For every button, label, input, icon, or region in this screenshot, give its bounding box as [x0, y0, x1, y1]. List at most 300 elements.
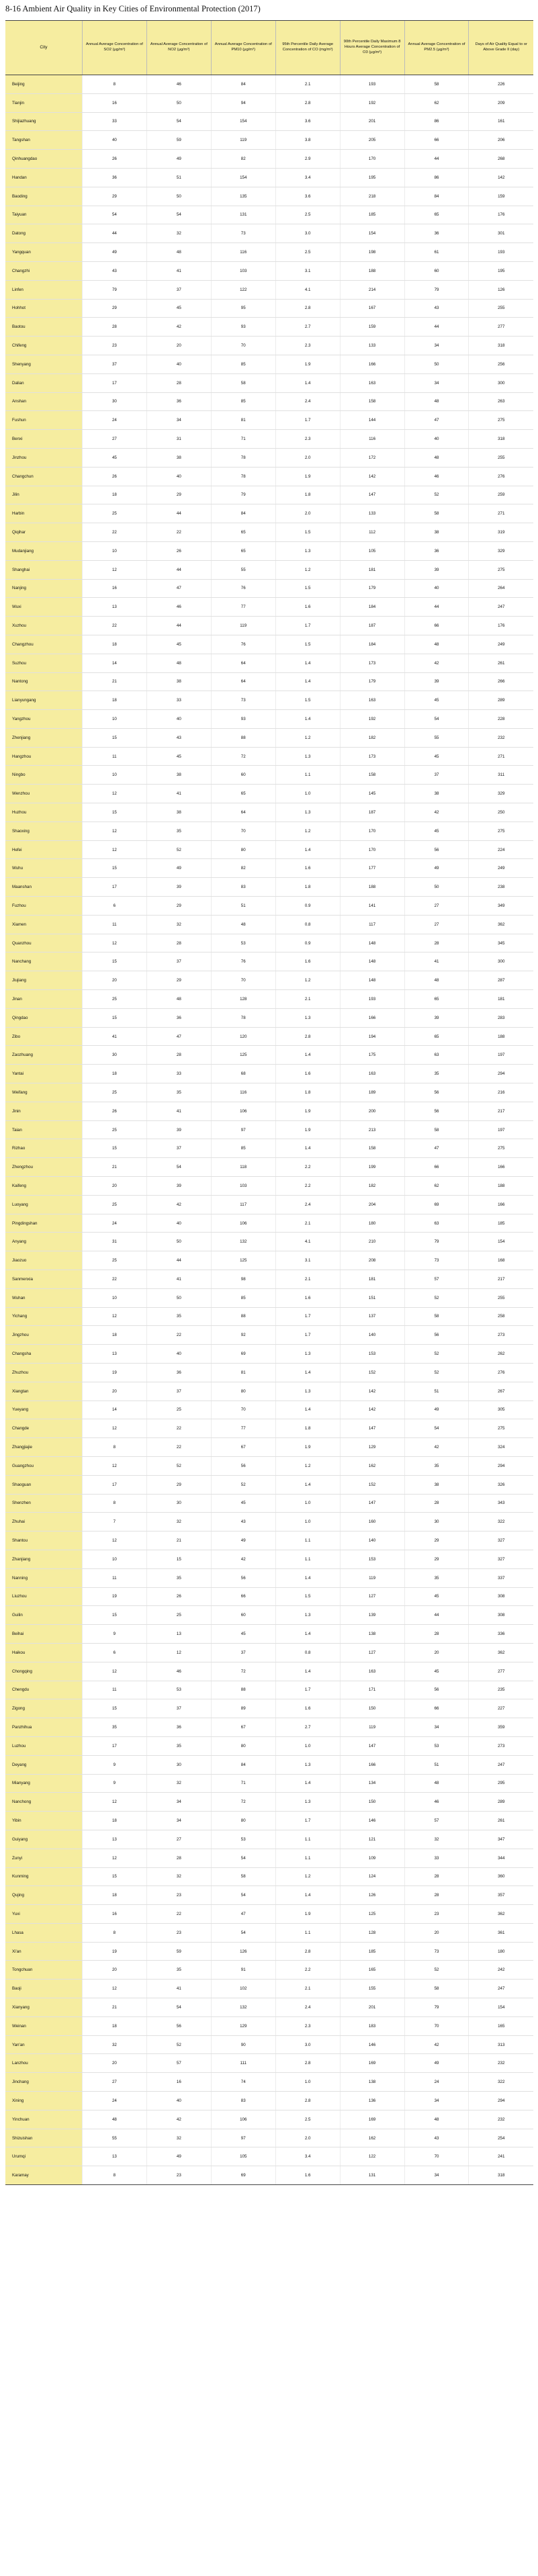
good-days-cell: 250: [469, 803, 533, 822]
so2-cell: 49: [82, 243, 146, 262]
table-row: [5, 859, 533, 878]
pm10-cell: 70: [211, 971, 275, 990]
city-cell: Anshan: [5, 392, 82, 411]
table-row: [5, 1419, 533, 1438]
co-cell: 1.3: [275, 1008, 340, 1027]
good-days-cell: 227: [469, 1699, 533, 1718]
pm10-cell: 48: [211, 915, 275, 934]
co-cell: 2.0: [275, 448, 340, 467]
good-days-cell: 294: [469, 2092, 533, 2111]
pm25-cell: 24: [404, 2073, 469, 2092]
o3-cell: 131: [340, 2166, 404, 2185]
pm25-cell: 49: [404, 1401, 469, 1419]
good-days-cell: 188: [469, 1027, 533, 1046]
no2-cell: 44: [146, 1251, 211, 1270]
pm25-cell: 53: [404, 1736, 469, 1755]
no2-cell: 40: [146, 1214, 211, 1233]
co-cell: 2.8: [275, 1027, 340, 1046]
co-cell: 2.3: [275, 2016, 340, 2035]
city-cell: Fushun: [5, 411, 82, 430]
pm25-cell: 48: [404, 2110, 469, 2129]
pm10-cell: 97: [211, 2129, 275, 2147]
o3-cell: 162: [340, 1456, 404, 1475]
city-cell: Chengdu: [5, 1681, 82, 1699]
table-row: [5, 93, 533, 112]
table-row: [5, 560, 533, 579]
no2-cell: 33: [146, 1065, 211, 1083]
city-cell: Shaoguan: [5, 1475, 82, 1494]
no2-cell: 23: [146, 1886, 211, 1905]
so2-cell: 8: [82, 75, 146, 94]
pm10-cell: 74: [211, 2073, 275, 2092]
good-days-cell: 232: [469, 2054, 533, 2073]
so2-cell: 25: [82, 1120, 146, 1139]
co-cell: 3.0: [275, 2035, 340, 2054]
pm25-cell: 42: [404, 2035, 469, 2054]
co-cell: 3.4: [275, 168, 340, 187]
good-days-cell: 275: [469, 411, 533, 430]
pm10-cell: 88: [211, 1681, 275, 1699]
table-row: [5, 1980, 533, 1998]
pm25-cell: 63: [404, 1214, 469, 1233]
pm25-cell: 44: [404, 1606, 469, 1625]
column-header-city: City: [5, 21, 82, 75]
no2-cell: 38: [146, 766, 211, 785]
no2-cell: 48: [146, 990, 211, 1009]
so2-cell: 22: [82, 617, 146, 635]
good-days-cell: 357: [469, 1886, 533, 1905]
no2-cell: 49: [146, 859, 211, 878]
table-row: [5, 1550, 533, 1568]
city-cell: Zigong: [5, 1699, 82, 1718]
good-days-cell: 300: [469, 373, 533, 392]
co-cell: 1.6: [275, 859, 340, 878]
table-row: [5, 1214, 533, 1233]
so2-cell: 18: [82, 486, 146, 504]
table-row: [5, 1345, 533, 1364]
no2-cell: 35: [146, 1307, 211, 1326]
table-row: [5, 1288, 533, 1307]
o3-cell: 185: [340, 1942, 404, 1961]
pm10-cell: 58: [211, 373, 275, 392]
pm10-cell: 98: [211, 1270, 275, 1289]
pm25-cell: 45: [404, 1662, 469, 1681]
table-row: [5, 280, 533, 299]
no2-cell: 31: [146, 430, 211, 449]
good-days-cell: 168: [469, 1251, 533, 1270]
table-row: [5, 971, 533, 990]
city-cell: Guiyang: [5, 1830, 82, 1849]
no2-cell: 49: [146, 2147, 211, 2166]
pm10-cell: 78: [211, 1008, 275, 1027]
city-cell: Yinchuan: [5, 2110, 82, 2129]
so2-cell: 8: [82, 1438, 146, 1457]
table-body: [5, 75, 533, 2185]
co-cell: 2.8: [275, 93, 340, 112]
no2-cell: 27: [146, 1830, 211, 1849]
good-days-cell: 254: [469, 2129, 533, 2147]
no2-cell: 46: [146, 1662, 211, 1681]
good-days-cell: 275: [469, 560, 533, 579]
o3-cell: 177: [340, 859, 404, 878]
table-row: [5, 934, 533, 952]
pm10-cell: 117: [211, 1195, 275, 1214]
co-cell: 1.4: [275, 1475, 340, 1494]
no2-cell: 37: [146, 280, 211, 299]
o3-cell: 163: [340, 691, 404, 710]
o3-cell: 175: [340, 1046, 404, 1065]
good-days-cell: 301: [469, 224, 533, 243]
co-cell: 2.4: [275, 1195, 340, 1214]
no2-cell: 59: [146, 1942, 211, 1961]
pm10-cell: 126: [211, 1942, 275, 1961]
pm10-cell: 128: [211, 990, 275, 1009]
table-row: [5, 747, 533, 766]
so2-cell: 36: [82, 168, 146, 187]
no2-cell: 20: [146, 337, 211, 355]
table-row: [5, 654, 533, 672]
pm25-cell: 33: [404, 1849, 469, 1867]
pm10-cell: 125: [211, 1046, 275, 1065]
city-cell: Sanmenxia: [5, 1270, 82, 1289]
table-row: [5, 392, 533, 411]
pm10-cell: 73: [211, 691, 275, 710]
o3-cell: 189: [340, 1083, 404, 1102]
pm25-cell: 36: [404, 224, 469, 243]
pm10-cell: 84: [211, 1755, 275, 1774]
table-row: [5, 2129, 533, 2147]
pm10-cell: 55: [211, 560, 275, 579]
good-days-cell: 264: [469, 579, 533, 598]
good-days-cell: 359: [469, 1718, 533, 1737]
so2-cell: 12: [82, 1849, 146, 1867]
pm25-cell: 34: [404, 373, 469, 392]
so2-cell: 7: [82, 1513, 146, 1531]
pm25-cell: 79: [404, 1233, 469, 1251]
good-days-cell: 216: [469, 1083, 533, 1102]
so2-cell: 9: [82, 1755, 146, 1774]
city-cell: Xuzhou: [5, 617, 82, 635]
city-cell: Yueyang: [5, 1401, 82, 1419]
pm25-cell: 65: [404, 990, 469, 1009]
o3-cell: 136: [340, 2092, 404, 2111]
o3-cell: 179: [340, 579, 404, 598]
pm25-cell: 49: [404, 2054, 469, 2073]
no2-cell: 35: [146, 1736, 211, 1755]
co-cell: 1.4: [275, 1886, 340, 1905]
co-cell: 1.9: [275, 1438, 340, 1457]
no2-cell: 22: [146, 1905, 211, 1924]
good-days-cell: 308: [469, 1606, 533, 1625]
good-days-cell: 193: [469, 243, 533, 262]
table-row: [5, 1681, 533, 1699]
co-cell: 1.2: [275, 1456, 340, 1475]
pm25-cell: 62: [404, 93, 469, 112]
table-row: [5, 1699, 533, 1718]
city-cell: Jinchang: [5, 2073, 82, 2092]
co-cell: 1.4: [275, 1774, 340, 1793]
table-row: [5, 2073, 533, 2092]
co-cell: 2.1: [275, 990, 340, 1009]
good-days-cell: 275: [469, 821, 533, 840]
city-cell: Weifang: [5, 1083, 82, 1102]
pm10-cell: 76: [211, 635, 275, 654]
good-days-cell: 235: [469, 1681, 533, 1699]
pm25-cell: 56: [404, 1681, 469, 1699]
pm25-cell: 70: [404, 2147, 469, 2166]
pm10-cell: 91: [211, 1961, 275, 1980]
city-cell: Changsha: [5, 1345, 82, 1364]
pm10-cell: 97: [211, 1120, 275, 1139]
table-row: [5, 1793, 533, 1812]
city-cell: Wuxi: [5, 598, 82, 617]
good-days-cell: 294: [469, 1065, 533, 1083]
co-cell: 2.8: [275, 1942, 340, 1961]
table-row: [5, 150, 533, 169]
city-cell: Jilin: [5, 486, 82, 504]
table-row: [5, 243, 533, 262]
table-row: [5, 1065, 533, 1083]
pm10-cell: 42: [211, 1550, 275, 1568]
table-row: [5, 1027, 533, 1046]
co-cell: 0.8: [275, 915, 340, 934]
pm10-cell: 72: [211, 1662, 275, 1681]
no2-cell: 21: [146, 1531, 211, 1550]
so2-cell: 30: [82, 1046, 146, 1065]
o3-cell: 218: [340, 187, 404, 206]
no2-cell: 28: [146, 373, 211, 392]
o3-cell: 142: [340, 1382, 404, 1401]
city-cell: Guangzhou: [5, 1456, 82, 1475]
pm25-cell: 34: [404, 337, 469, 355]
pm25-cell: 51: [404, 1755, 469, 1774]
good-days-cell: 154: [469, 1998, 533, 2017]
co-cell: 1.4: [275, 1662, 340, 1681]
no2-cell: 22: [146, 1438, 211, 1457]
pm25-cell: 84: [404, 187, 469, 206]
so2-cell: 12: [82, 1662, 146, 1681]
good-days-cell: 197: [469, 1046, 533, 1065]
no2-cell: 39: [146, 1120, 211, 1139]
pm25-cell: 27: [404, 915, 469, 934]
co-cell: 1.9: [275, 1120, 340, 1139]
so2-cell: 12: [82, 821, 146, 840]
table-row: [5, 1625, 533, 1644]
pm25-cell: 70: [404, 2016, 469, 2035]
city-cell: Lanzhou: [5, 2054, 82, 2073]
pm25-cell: 34: [404, 1718, 469, 1737]
table-row: [5, 785, 533, 803]
co-cell: 1.1: [275, 1830, 340, 1849]
table-row: [5, 1606, 533, 1625]
good-days-cell: 255: [469, 299, 533, 318]
co-cell: 1.8: [275, 1083, 340, 1102]
no2-cell: 43: [146, 728, 211, 747]
o3-cell: 126: [340, 1886, 404, 1905]
table-row: [5, 1270, 533, 1289]
o3-cell: 172: [340, 448, 404, 467]
city-cell: Lhasa: [5, 1923, 82, 1942]
good-days-cell: 197: [469, 1120, 533, 1139]
table-row: [5, 337, 533, 355]
city-cell: Fuzhou: [5, 897, 82, 916]
co-cell: 1.3: [275, 541, 340, 560]
table-row: [5, 1083, 533, 1102]
table-row: [5, 75, 533, 94]
co-cell: 3.8: [275, 131, 340, 150]
so2-cell: 20: [82, 1177, 146, 1196]
no2-cell: 22: [146, 1419, 211, 1438]
pm25-cell: 79: [404, 1998, 469, 2017]
so2-cell: 15: [82, 1867, 146, 1886]
pm10-cell: 84: [211, 504, 275, 523]
o3-cell: 171: [340, 1681, 404, 1699]
good-days-cell: 255: [469, 1288, 533, 1307]
o3-cell: 140: [340, 1531, 404, 1550]
so2-cell: 25: [82, 504, 146, 523]
no2-cell: 36: [146, 1363, 211, 1382]
city-cell: Panzhihua: [5, 1718, 82, 1737]
no2-cell: 23: [146, 2166, 211, 2185]
city-cell: Rizhao: [5, 1139, 82, 1158]
o3-cell: 122: [340, 2147, 404, 2166]
table-row: [5, 2054, 533, 2073]
pm10-cell: 67: [211, 1438, 275, 1457]
so2-cell: 9: [82, 1625, 146, 1644]
pm25-cell: 58: [404, 1307, 469, 1326]
no2-cell: 41: [146, 1102, 211, 1120]
city-cell: Lianyungang: [5, 691, 82, 710]
city-cell: Maanshan: [5, 878, 82, 897]
o3-cell: 147: [340, 486, 404, 504]
good-days-cell: 268: [469, 150, 533, 169]
city-cell: Taian: [5, 1120, 82, 1139]
no2-cell: 35: [146, 821, 211, 840]
pm25-cell: 42: [404, 654, 469, 672]
city-cell: Tangshan: [5, 131, 82, 150]
pm25-cell: 43: [404, 299, 469, 318]
city-cell: Yichang: [5, 1307, 82, 1326]
co-cell: 1.2: [275, 821, 340, 840]
o3-cell: 181: [340, 1270, 404, 1289]
column-header-no2: Annual Average Concentration of NO2 (μg/m³): [146, 21, 211, 75]
good-days-cell: 217: [469, 1270, 533, 1289]
no2-cell: 36: [146, 392, 211, 411]
no2-cell: 28: [146, 934, 211, 952]
pm25-cell: 39: [404, 1008, 469, 1027]
pm10-cell: 68: [211, 1065, 275, 1083]
pm25-cell: 35: [404, 1568, 469, 1587]
co-cell: 1.2: [275, 728, 340, 747]
o3-cell: 184: [340, 598, 404, 617]
city-cell: Xiamen: [5, 915, 82, 934]
good-days-cell: 276: [469, 467, 533, 486]
good-days-cell: 362: [469, 915, 533, 934]
pm10-cell: 47: [211, 1905, 275, 1924]
co-cell: 2.1: [275, 1980, 340, 1998]
co-cell: 1.0: [275, 1736, 340, 1755]
good-days-cell: 188: [469, 1177, 533, 1196]
table-row: [5, 2016, 533, 2035]
pm25-cell: 48: [404, 1774, 469, 1793]
so2-cell: 54: [82, 206, 146, 224]
co-cell: 2.9: [275, 150, 340, 169]
pm10-cell: 105: [211, 2147, 275, 2166]
city-cell: Nanning: [5, 1568, 82, 1587]
so2-cell: 16: [82, 579, 146, 598]
no2-cell: 45: [146, 635, 211, 654]
co-cell: 1.4: [275, 1401, 340, 1419]
o3-cell: 193: [340, 75, 404, 94]
city-cell: Benxi: [5, 430, 82, 449]
so2-cell: 26: [82, 150, 146, 169]
pm25-cell: 73: [404, 1251, 469, 1270]
pm10-cell: 106: [211, 1102, 275, 1120]
good-days-cell: 277: [469, 318, 533, 337]
pm25-cell: 63: [404, 1046, 469, 1065]
city-cell: Zhenjiang: [5, 728, 82, 747]
pm10-cell: 103: [211, 1177, 275, 1196]
no2-cell: 50: [146, 93, 211, 112]
good-days-cell: 261: [469, 1812, 533, 1830]
pm10-cell: 37: [211, 1643, 275, 1662]
table-row: [5, 1120, 533, 1139]
pm25-cell: 54: [404, 1419, 469, 1438]
pm25-cell: 47: [404, 1139, 469, 1158]
pm25-cell: 39: [404, 672, 469, 691]
o3-cell: 138: [340, 1625, 404, 1644]
good-days-cell: 319: [469, 523, 533, 542]
city-cell: Pingdingshan: [5, 1214, 82, 1233]
so2-cell: 48: [82, 2110, 146, 2129]
so2-cell: 26: [82, 467, 146, 486]
so2-cell: 55: [82, 2129, 146, 2147]
o3-cell: 185: [340, 206, 404, 224]
pm25-cell: 37: [404, 766, 469, 785]
pm10-cell: 54: [211, 1849, 275, 1867]
no2-cell: 47: [146, 1027, 211, 1046]
good-days-cell: 266: [469, 672, 533, 691]
pm25-cell: 48: [404, 971, 469, 990]
table-row: [5, 1513, 533, 1531]
pm25-cell: 51: [404, 1382, 469, 1401]
so2-cell: 24: [82, 2092, 146, 2111]
no2-cell: 35: [146, 1568, 211, 1587]
no2-cell: 40: [146, 710, 211, 729]
column-header-pm25: Annual Average Concentration of PM2.5 (μg/m³): [404, 21, 469, 75]
pm10-cell: 83: [211, 2092, 275, 2111]
co-cell: 1.5: [275, 523, 340, 542]
so2-cell: 17: [82, 1736, 146, 1755]
city-cell: Changde: [5, 1419, 82, 1438]
city-cell: Nanchang: [5, 952, 82, 971]
good-days-cell: 224: [469, 840, 533, 859]
table-row: [5, 206, 533, 224]
table-row: [5, 112, 533, 131]
o3-cell: 193: [340, 990, 404, 1009]
so2-cell: 15: [82, 1139, 146, 1158]
o3-cell: 144: [340, 411, 404, 430]
table-row: [5, 411, 533, 430]
table-row: [5, 878, 533, 897]
city-cell: Zibo: [5, 1027, 82, 1046]
table-row: [5, 1438, 533, 1457]
so2-cell: 23: [82, 337, 146, 355]
pm25-cell: 56: [404, 1326, 469, 1345]
so2-cell: 12: [82, 840, 146, 859]
good-days-cell: 277: [469, 1662, 533, 1681]
no2-cell: 37: [146, 952, 211, 971]
